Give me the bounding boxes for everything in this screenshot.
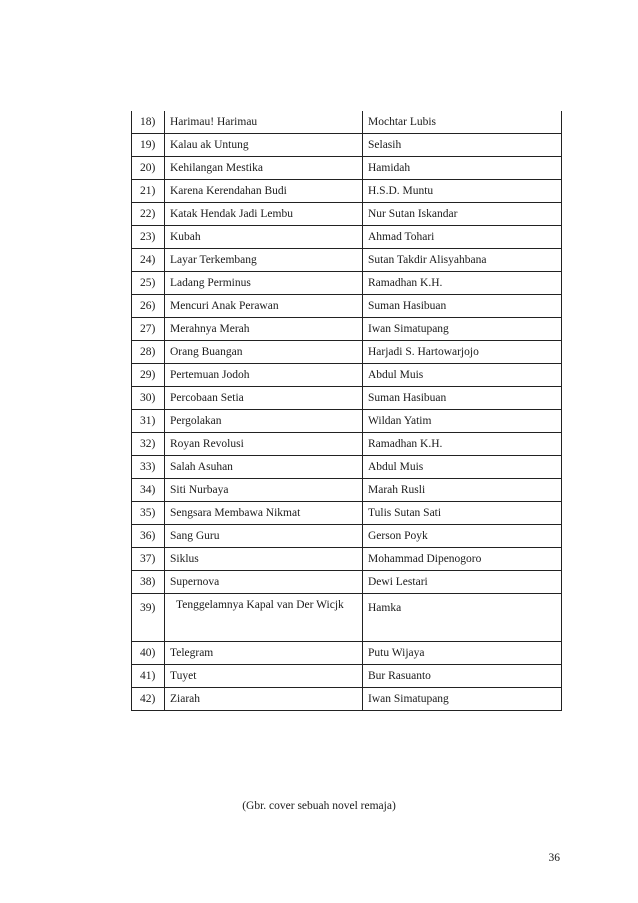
row-number: 37): [132, 548, 165, 571]
row-number: 22): [132, 203, 165, 226]
row-number: 40): [132, 642, 165, 665]
row-number: 28): [132, 341, 165, 364]
novel-title: Supernova: [165, 571, 363, 594]
table-row: [132, 479, 562, 502]
row-number: 26): [132, 295, 165, 318]
novel-title: Tuyet: [165, 665, 363, 688]
novel-title: Sang Guru: [165, 525, 363, 548]
table-row: [132, 571, 562, 594]
table-row: [132, 226, 562, 249]
novel-title: Royan Revolusi: [165, 433, 363, 456]
novel-author: Marah Rusli: [363, 479, 562, 502]
novel-title: Orang Buangan: [165, 341, 363, 364]
novel-author: Harjadi S. Hartowarjojo: [363, 341, 562, 364]
page-number: 36: [548, 852, 560, 864]
table-row: [132, 134, 562, 157]
table-row: [132, 157, 562, 180]
novel-author: Abdul Muis: [363, 456, 562, 479]
novel-author: Ramadhan K.H.: [363, 272, 562, 295]
novel-author: Ramadhan K.H.: [363, 433, 562, 456]
novel-author: Wildan Yatim: [363, 410, 562, 433]
row-number: 25): [132, 272, 165, 295]
novel-title: Salah Asuhan: [165, 456, 363, 479]
row-number: 20): [132, 157, 165, 180]
novel-author: Hamidah: [363, 157, 562, 180]
table-row: [132, 364, 562, 387]
novel-author: Hamka: [363, 594, 562, 642]
figure-caption: (Gbr. cover sebuah novel remaja): [242, 800, 396, 812]
table-row: [132, 502, 562, 525]
novel-author: Sutan Takdir Alisyahbana: [363, 249, 562, 272]
table-row: [132, 203, 562, 226]
novel-author: Suman Hasibuan: [363, 387, 562, 410]
table-row: [132, 665, 562, 688]
table-row: [132, 594, 562, 642]
novel-title: Percobaan Setia: [165, 387, 363, 410]
novel-title: Siti Nurbaya: [165, 479, 363, 502]
novel-title: Merahnya Merah: [165, 318, 363, 341]
novel-title: Pergolakan: [165, 410, 363, 433]
novel-author: Nur Sutan Iskandar: [363, 203, 562, 226]
novel-author: Putu Wijaya: [363, 642, 562, 665]
novel-author: Iwan Simatupang: [363, 688, 562, 711]
novel-title: Katak Hendak Jadi Lembu: [165, 203, 363, 226]
row-number: 31): [132, 410, 165, 433]
table-row: [132, 180, 562, 203]
novel-title: Siklus: [165, 548, 363, 571]
row-number: 29): [132, 364, 165, 387]
row-number: 35): [132, 502, 165, 525]
novel-author: Bur Rasuanto: [363, 665, 562, 688]
row-number: 34): [132, 479, 165, 502]
row-number: 23): [132, 226, 165, 249]
novel-author: Mohammad Dipenogoro: [363, 548, 562, 571]
table-row: [132, 387, 562, 410]
table-row: [132, 249, 562, 272]
novel-author: Tulis Sutan Sati: [363, 502, 562, 525]
table-row: [132, 295, 562, 318]
row-number: 27): [132, 318, 165, 341]
novel-title: Kalau ak Untung: [165, 134, 363, 157]
novel-author: Gerson Poyk: [363, 525, 562, 548]
novel-author: Suman Hasibuan: [363, 295, 562, 318]
table-row: [132, 548, 562, 571]
novel-title: Pertemuan Jodoh: [165, 364, 363, 387]
novel-title: Harimau! Harimau: [165, 111, 363, 134]
table-row: [132, 341, 562, 364]
novel-list-table: [131, 111, 562, 711]
table-row: [132, 642, 562, 665]
table-row: [132, 525, 562, 548]
row-number: 30): [132, 387, 165, 410]
novel-author: Dewi Lestari: [363, 571, 562, 594]
novel-title: Sengsara Membawa Nikmat: [165, 502, 363, 525]
novel-author: Selasih: [363, 134, 562, 157]
table-row: [132, 272, 562, 295]
novel-title: Ladang Perminus: [165, 272, 363, 295]
novel-title: Kehilangan Mestika: [165, 157, 363, 180]
row-number: 21): [132, 180, 165, 203]
novel-title: Telegram: [165, 642, 363, 665]
row-number: 24): [132, 249, 165, 272]
table-row: [132, 688, 562, 711]
novel-title: Mencuri Anak Perawan: [165, 295, 363, 318]
row-number: 32): [132, 433, 165, 456]
row-number: 39): [132, 594, 165, 642]
table-row: [132, 318, 562, 341]
row-number: 18): [132, 111, 165, 134]
table-row: [132, 410, 562, 433]
novel-author: Iwan Simatupang: [363, 318, 562, 341]
row-number: 36): [132, 525, 165, 548]
novel-author: H.S.D. Muntu: [363, 180, 562, 203]
novel-author: Ahmad Tohari: [363, 226, 562, 249]
table-row: [132, 111, 562, 134]
table-row: [132, 433, 562, 456]
novel-title: Kubah: [165, 226, 363, 249]
row-number: 41): [132, 665, 165, 688]
row-number: 38): [132, 571, 165, 594]
novel-title: Layar Terkembang: [165, 249, 363, 272]
novel-title: Karena Kerendahan Budi: [165, 180, 363, 203]
table-row: [132, 456, 562, 479]
novel-author: Mochtar Lubis: [363, 111, 562, 134]
novel-title: Tenggelamnya Kapal van Der Wicjk: [165, 594, 363, 642]
novel-author: Abdul Muis: [363, 364, 562, 387]
row-number: 33): [132, 456, 165, 479]
row-number: 42): [132, 688, 165, 711]
novel-title: Ziarah: [165, 688, 363, 711]
row-number: 19): [132, 134, 165, 157]
